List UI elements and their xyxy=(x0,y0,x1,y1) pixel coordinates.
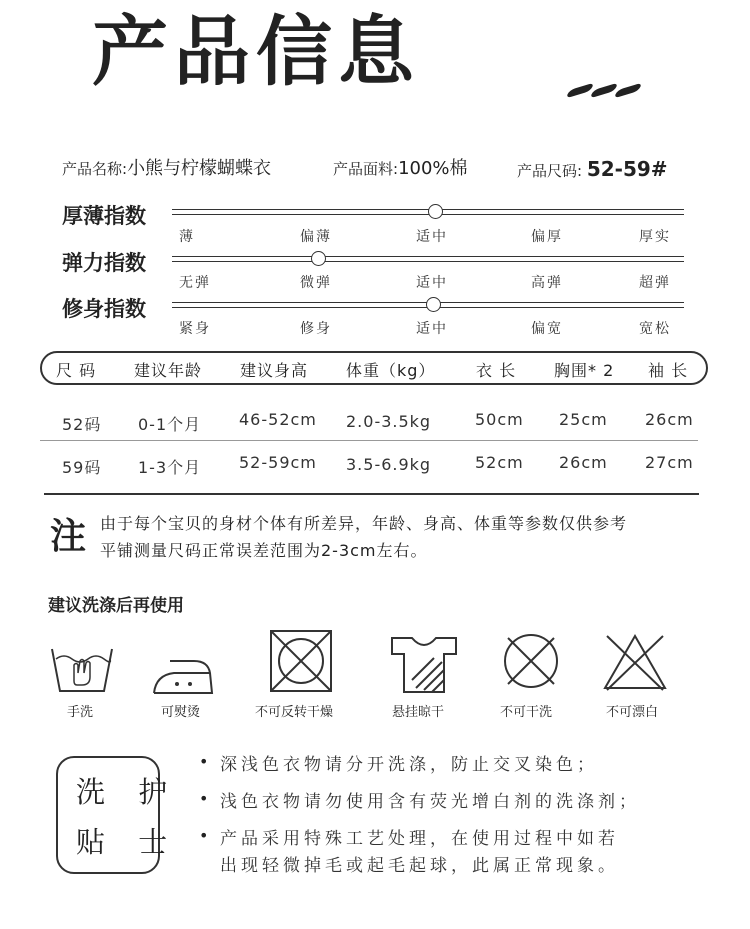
thickness-label: 薄 xyxy=(179,229,195,245)
height-col-header: 建议身高 xyxy=(240,361,309,380)
table-cell: 26cm xyxy=(645,410,694,429)
hang-dry-icon xyxy=(390,636,458,694)
table-cell: 46-52cm xyxy=(239,410,317,429)
no-tumble-dry-icon xyxy=(270,630,332,692)
product-fabric-label: 产品面料: xyxy=(333,160,399,178)
no-dry-clean-icon xyxy=(502,632,560,690)
elasticity-index-title: 弹力指数 xyxy=(62,251,146,275)
product-size xyxy=(517,158,668,182)
thickness-label: 偏薄 xyxy=(300,229,332,245)
product-name xyxy=(62,158,271,180)
fit-label: 适中 xyxy=(416,321,448,337)
note-line-1: 由于每个宝贝的身材个体有所差异，年龄、身高、体重等参数仅供参考 xyxy=(100,514,628,533)
product-name-value: 小熊与柠檬蝴蝶衣 xyxy=(127,158,272,179)
product-size-value: 52-59# xyxy=(586,157,668,181)
care-box-line-2: 贴 士 xyxy=(76,825,180,859)
table-cell: 52码 xyxy=(62,415,102,434)
thickness-index-title: 厚薄指数 xyxy=(62,204,146,228)
fit-level-marker xyxy=(426,297,441,312)
iron-icon xyxy=(152,653,214,695)
fit-index-title: 修身指数 xyxy=(62,297,146,321)
fit-label: 紧身 xyxy=(179,321,211,337)
product-fabric-value: 100%棉 xyxy=(398,158,468,179)
care-box-line-1: 洗 护 xyxy=(76,775,180,809)
table-cell: 26cm xyxy=(559,453,608,472)
chest-col-header: 胸围* 2 xyxy=(554,361,615,380)
thickness-level-marker xyxy=(428,204,443,219)
care-tip-4: 出现轻微掉毛或起毛起球，此属正常现象。 xyxy=(220,856,619,876)
hand-wash-icon xyxy=(50,643,114,695)
table-cell: 3.5-6.9kg xyxy=(346,455,432,474)
product-name-label: 产品名称: xyxy=(62,160,128,178)
elasticity-scale xyxy=(172,256,684,262)
wash-title: 建议洗涤后再使用 xyxy=(48,596,184,616)
sleeve-col-header: 袖 长 xyxy=(648,361,689,380)
elasticity-label: 超弹 xyxy=(639,275,671,291)
no-tumble-dry-label: 不可反转干燥 xyxy=(255,705,334,720)
product-fabric xyxy=(333,158,468,180)
size-col-header: 尺 码 xyxy=(56,361,97,380)
no-bleach-icon xyxy=(603,632,667,692)
thickness-label: 适中 xyxy=(416,229,448,245)
elasticity-label: 高弹 xyxy=(531,275,563,291)
age-col-header: 建议年龄 xyxy=(134,361,203,380)
table-cell: 1-3个月 xyxy=(138,458,202,477)
note-mark: 注 xyxy=(50,516,87,557)
table-cell: 2.0-3.5kg xyxy=(346,412,432,431)
hand-wash-label: 手洗 xyxy=(67,705,94,720)
table-cell: 25cm xyxy=(559,410,608,429)
fit-label: 修身 xyxy=(300,321,332,337)
table-cell: 0-1个月 xyxy=(138,415,202,434)
table-row-divider xyxy=(40,440,698,441)
table-cell: 27cm xyxy=(645,453,694,472)
elasticity-label: 无弹 xyxy=(179,275,211,291)
length-col-header: 衣 长 xyxy=(476,361,517,380)
bullet: • xyxy=(199,826,209,845)
page-title: 产品信息 xyxy=(92,7,420,96)
bullet: • xyxy=(199,752,209,771)
care-tip-1: 深浅色衣物请分开洗涤，防止交叉染色； xyxy=(220,755,598,775)
no-bleach-label: 不可漂白 xyxy=(606,705,659,720)
hang-dry-label: 悬挂晾干 xyxy=(392,705,445,720)
bullet: • xyxy=(199,789,209,808)
section-divider xyxy=(44,493,699,495)
table-cell: 59码 xyxy=(62,458,102,477)
table-cell: 50cm xyxy=(475,410,524,429)
table-cell: 52cm xyxy=(475,453,524,472)
table-cell: 52-59cm xyxy=(239,453,317,472)
note-line-2: 平铺测量尺码正常误差范围为2-3cm左右。 xyxy=(100,541,428,560)
care-tip-3: 产品采用特殊工艺处理，在使用过程中如若 xyxy=(220,829,619,849)
fit-label: 宽松 xyxy=(639,321,671,337)
elasticity-label: 微弹 xyxy=(300,275,332,291)
decorative-dashes xyxy=(570,80,642,99)
care-tip-2: 浅色衣物请勿使用含有荧光增白剂的洗涤剂； xyxy=(220,792,640,812)
product-size-label: 产品尺码: xyxy=(517,162,583,180)
elasticity-label: 适中 xyxy=(416,275,448,291)
fit-label: 偏宽 xyxy=(531,321,563,337)
weight-col-header: 体重（kg） xyxy=(346,361,436,380)
no-dry-clean-label: 不可干洗 xyxy=(500,705,553,720)
thickness-label: 厚实 xyxy=(639,229,671,245)
elasticity-level-marker xyxy=(311,251,326,266)
iron-label: 可熨烫 xyxy=(161,705,201,720)
thickness-label: 偏厚 xyxy=(531,229,563,245)
